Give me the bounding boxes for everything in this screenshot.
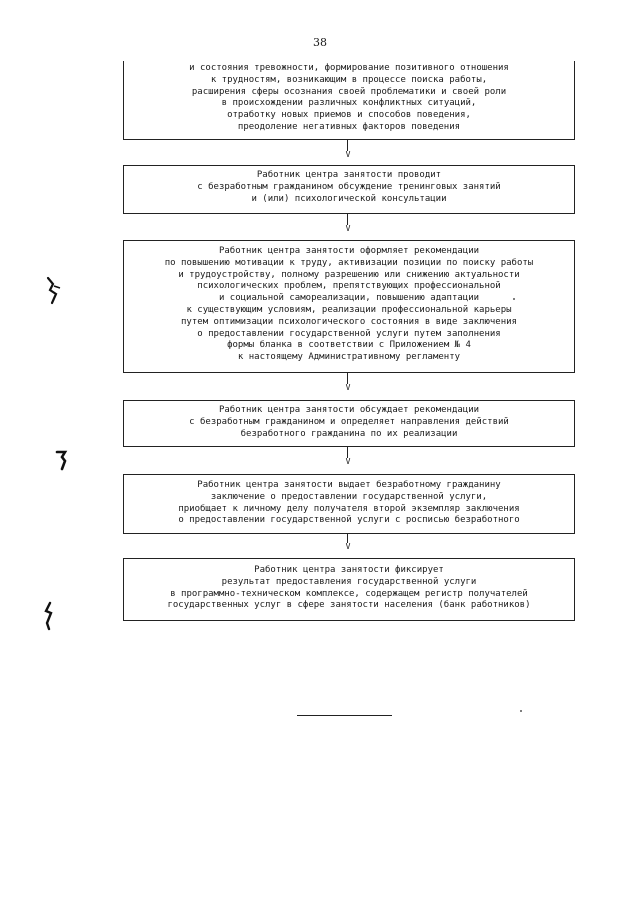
flowchart-step-1: и состояния тревожности, формирование позитивного отношения к трудностям, возникающим в процессе поиска работы, расширения сферы осознания своей проблематики и своей роли в происхождении различных конфликтных ситуаций, отработку новых приемов и способов поведения, преодоление негативных факторов поведения	[123, 61, 575, 140]
scan-speck	[520, 710, 522, 712]
flowchart-step-6: Работник центра занятости фиксирует результат предоставления государственной услуги в программно-техническом комплексе, содержащем регистр получателей государственных услуг в сфере занятости населения (банк работников)	[123, 558, 575, 621]
page-number: 38	[313, 36, 327, 49]
margin-mark-2	[55, 449, 69, 473]
flowchart-step-4: Работник центра занятости обсуждает рекомендации с безработным гражданином и определяет направления действий безработного гражданина по их реализации	[123, 400, 575, 447]
flowchart-step-2: Работник центра занятости проводит с безработным гражданином обсуждение тренинговых занятий и (или) психологической консультации	[123, 165, 575, 214]
arrow-down-icon: V	[345, 457, 351, 466]
margin-mark-3	[40, 601, 56, 631]
flowchart-step-5: Работник центра занятости выдает безработному гражданину заключение о предоставлении государственной услуги, приобщает к личному делу получателя второй экземпляр заключения о предоставлении государственной услуги с росписью безработного	[123, 474, 575, 534]
closing-rule	[297, 715, 392, 716]
arrow-down-icon: V	[345, 150, 351, 159]
arrow-down-icon: V	[345, 542, 351, 551]
arrow-down-icon: V	[345, 383, 351, 392]
flowchart-step-3: Работник центра занятости оформляет рекомендации по повышению мотивации к труду, активизации позиции по поиску работы и трудоустройству, полному разрешению или снижению актуальности психологических проблем, препятствующих профессиональной и социальной самореализации, повышению адаптации к существующим условиям, реализации профессиональной карьеры путем оптимизации психологического состояния в виде заключения о предоставлении государственной услуги путем заполнения формы бланка в соответствии с Приложением № 4 к настоящему Административному регламенту	[123, 240, 575, 373]
scan-speck	[513, 298, 515, 300]
margin-mark-1	[44, 276, 66, 306]
arrow-down-icon: V	[345, 224, 351, 233]
